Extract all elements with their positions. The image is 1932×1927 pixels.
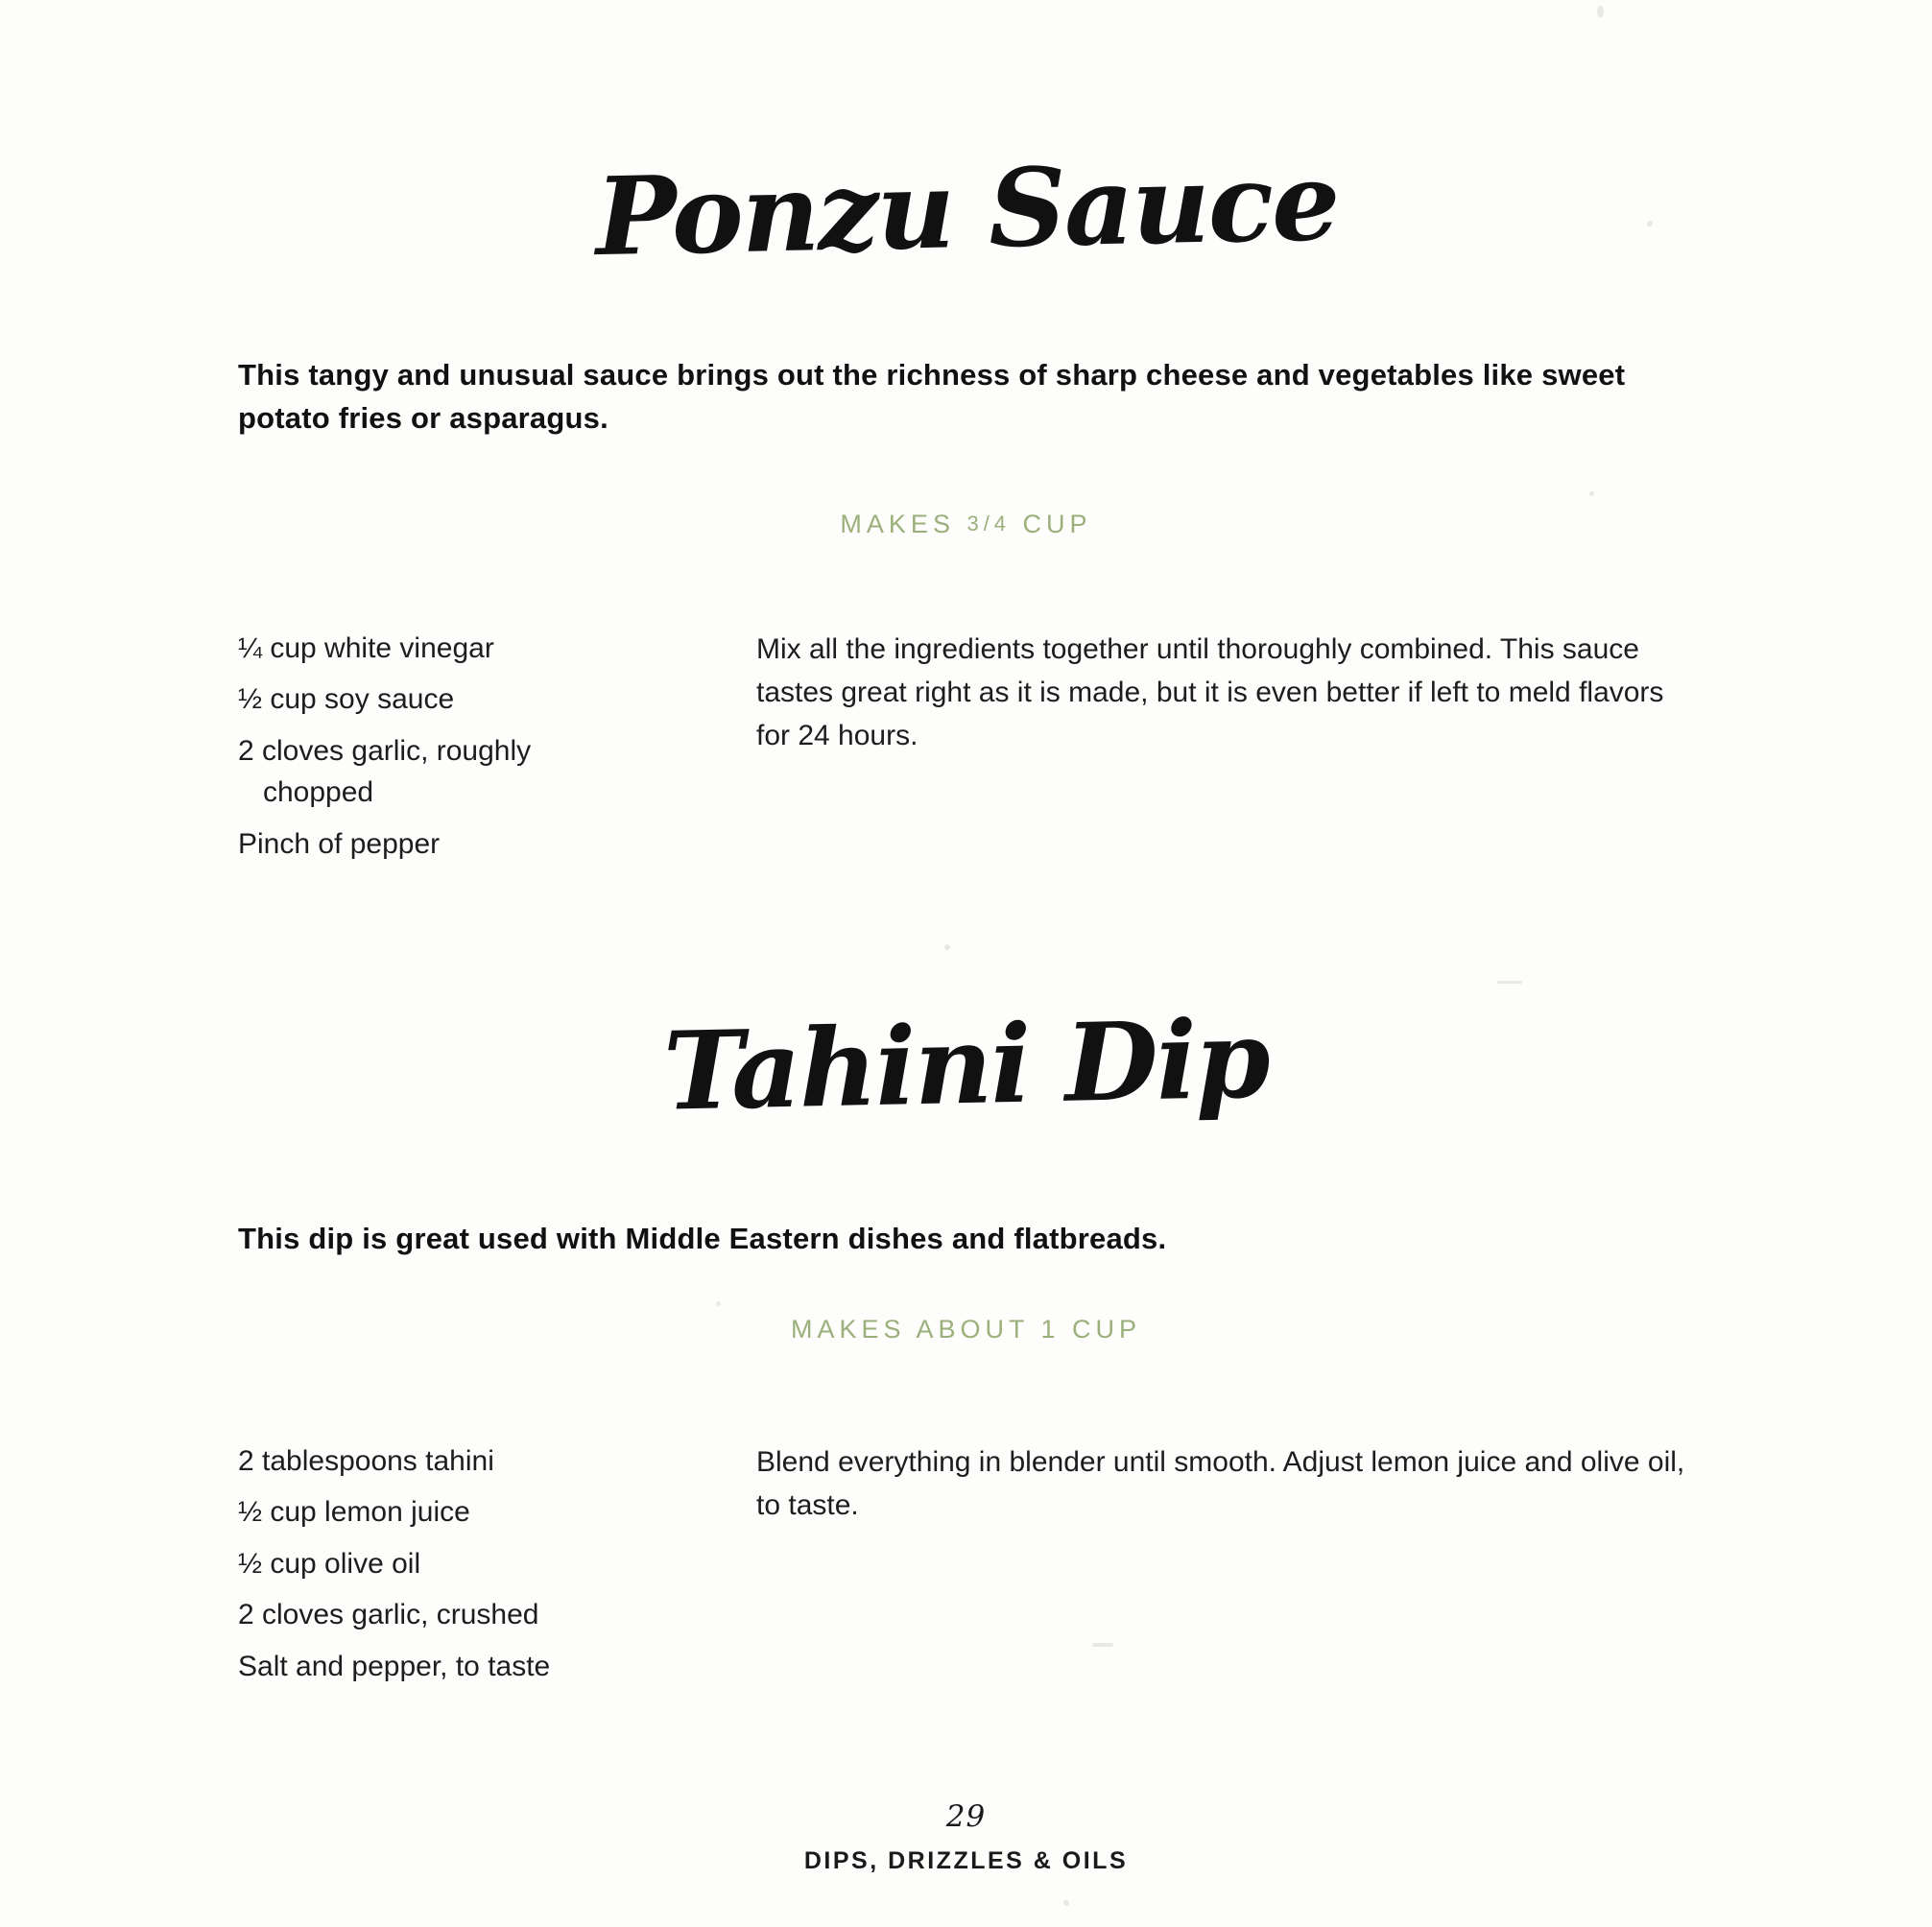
yield-prefix: MAKES — [840, 509, 967, 538]
list-item — [238, 1543, 756, 1585]
ingredient-text: 2 cloves garlic, crushed — [238, 1599, 539, 1631]
page-footer — [0, 1799, 1932, 1875]
recipe-section-ponzu-sauce — [0, 0, 1932, 874]
recipe-yield-ponzu-sauce — [238, 510, 1694, 539]
recipe-intro-tahini-dip: This dip is great used with Middle Eastern dishes and flatbreads. — [238, 1222, 1167, 1256]
list-item — [238, 1646, 756, 1688]
method-column-ponzu-sauce — [756, 628, 1694, 757]
ingredient-text: Pinch of pepper — [238, 827, 441, 860]
ingredient-text: ½ cup soy sauce — [238, 683, 455, 716]
paper-speck — [1063, 1900, 1069, 1906]
recipe-section-tahini-dip — [0, 940, 1932, 1697]
recipe-method-ponzu-sauce: Mix all the ingredients together until thoroughly combined. This sauce tastes great right as it is made, but it is even better if left to meld flavors for 24 hours. — [756, 632, 1664, 751]
ingredients-column-tahini-dip — [238, 1440, 756, 1698]
recipe-method-tahini-dip: Blend everything in blender until smooth. Adjust lemon juice and olive oil, to taste. — [756, 1445, 1685, 1521]
list-item — [238, 823, 756, 866]
yield-suffix: CUP — [1011, 509, 1092, 538]
ingredient-text: ½ cup lemon juice — [238, 1496, 470, 1529]
yield-prefix: MAKES ABOUT 1 CUP — [790, 1314, 1142, 1344]
ingredient-text: ¼ cup white vinegar — [238, 631, 494, 664]
list-item — [238, 730, 756, 814]
ingredients-column-ponzu-sauce — [238, 628, 756, 875]
ingredient-text: 2 tablespoons tahini — [238, 1444, 494, 1477]
recipe-yield-tahini-dip — [238, 1315, 1694, 1344]
ingredient-text-continued: chopped — [263, 776, 374, 809]
list-item — [238, 678, 756, 721]
ingredient-text: ½ cup olive oil — [238, 1547, 421, 1580]
ingredient-text: 2 cloves garlic, roughly — [238, 734, 532, 767]
chapter-label: DIPS, DRIZZLES & OILS — [803, 1847, 1129, 1874]
method-column-tahini-dip — [756, 1440, 1694, 1527]
list-item — [238, 1594, 756, 1636]
ingredient-list-tahini-dip — [238, 1440, 756, 1688]
recipe-title-ponzu-sauce: Ponzu Sauce — [594, 138, 1340, 281]
list-item — [238, 1491, 756, 1534]
recipe-intro-ponzu-sauce: This tangy and unusual sauce brings out the richness of sharp cheese and vegetables like sweet potato fries or asparagus. — [238, 358, 1626, 435]
ingredient-text: Salt and pepper, to taste — [238, 1650, 551, 1682]
yield-fraction: 3/4 — [966, 511, 1012, 535]
list-item — [238, 1440, 756, 1483]
ingredient-list-ponzu-sauce — [238, 628, 756, 866]
list-item — [238, 628, 756, 670]
page-number: 29 — [945, 1799, 987, 1834]
recipe-title-tahini-dip: Tahini Dip — [662, 996, 1270, 1135]
